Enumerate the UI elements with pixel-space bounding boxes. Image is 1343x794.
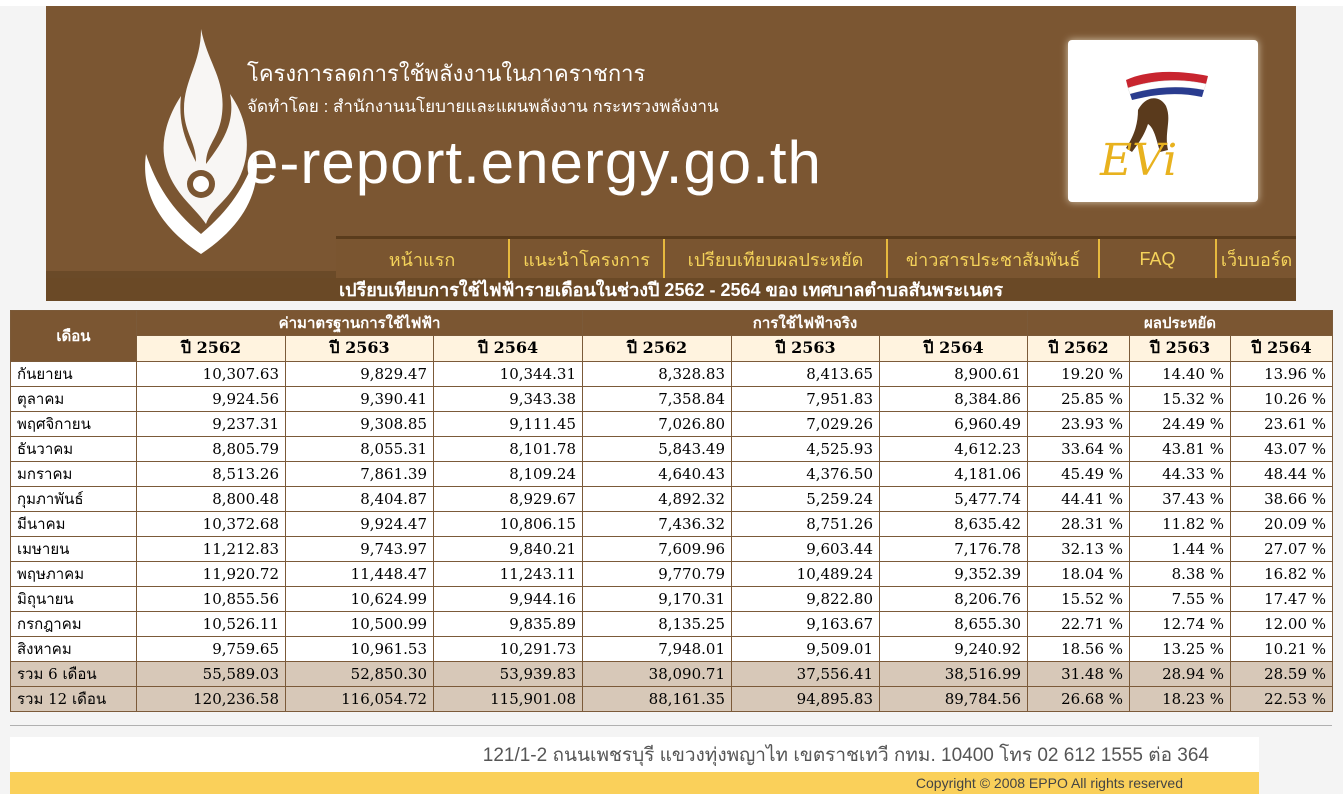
month-header: เดือน: [11, 311, 137, 362]
site-domain: e-report.energy.go.th: [245, 129, 822, 196]
year-header: ปี 2564: [880, 336, 1028, 362]
month-cell: มกราคม: [11, 462, 137, 487]
actual-value-cell: 7,609.96: [583, 537, 732, 562]
month-cell: เมษายน: [11, 537, 137, 562]
actual-value-cell: 9,509.01: [732, 637, 880, 662]
standard-value-cell: 7,861.39: [286, 462, 434, 487]
savings-percent-cell: 23.61 %: [1231, 412, 1333, 437]
actual-value-cell: 8,206.76: [880, 587, 1028, 612]
year-header: ปี 2562: [1028, 336, 1130, 362]
month-cell: พฤศจิกายน: [11, 412, 137, 437]
standard-value-cell: 8,101.78: [434, 437, 583, 462]
standard-value-cell: 11,243.11: [434, 562, 583, 587]
table-row: [11, 487, 1333, 512]
actual-value-cell: 4,892.32: [583, 487, 732, 512]
footer-divider: [10, 725, 1332, 726]
standard-value-cell: 8,109.24: [434, 462, 583, 487]
savings-percent-cell: 31.48 %: [1028, 662, 1130, 687]
year-header: ปี 2562: [137, 336, 286, 362]
standard-value-cell: 116,054.72: [286, 687, 434, 712]
actual-value-cell: 7,358.84: [583, 387, 732, 412]
table-row: [11, 387, 1333, 412]
standard-value-cell: 10,526.11: [137, 612, 286, 637]
actual-value-cell: 38,090.71: [583, 662, 732, 687]
standard-value-cell: 9,840.21: [434, 537, 583, 562]
standard-value-cell: 120,236.58: [137, 687, 286, 712]
savings-percent-cell: 15.52 %: [1028, 587, 1130, 612]
savings-percent-cell: 28.94 %: [1130, 662, 1231, 687]
standard-value-cell: 9,237.31: [137, 412, 286, 437]
standard-value-cell: 55,589.03: [137, 662, 286, 687]
savings-percent-cell: 22.53 %: [1231, 687, 1333, 712]
month-cell: ตุลาคม: [11, 387, 137, 412]
project-title: โครงการลดการใช้พลังงานในภาคราชการ: [247, 61, 646, 86]
standard-value-cell: 8,800.48: [137, 487, 286, 512]
table-row: [11, 612, 1333, 637]
standard-value-cell: 11,920.72: [137, 562, 286, 587]
actual-value-cell: 8,328.83: [583, 362, 732, 387]
month-cell: รวม 12 เดือน: [11, 687, 137, 712]
actual-value-cell: 10,489.24: [732, 562, 880, 587]
standard-value-cell: 9,944.16: [434, 587, 583, 612]
savings-percent-cell: 7.55 %: [1130, 587, 1231, 612]
actual-value-cell: 9,170.31: [583, 587, 732, 612]
savings-percent-cell: 44.33 %: [1130, 462, 1231, 487]
actual-value-cell: 38,516.99: [880, 662, 1028, 687]
month-cell: กรกฎาคม: [11, 612, 137, 637]
table-row: [11, 587, 1333, 612]
actual-value-cell: 7,951.83: [732, 387, 880, 412]
footer-address: 121/1-2 ถนนเพชรบุรี แขวงทุ่งพญาไท เขตราชเทวี กทม. 10400 โทร 02 612 1555 ต่อ 364: [10, 737, 1259, 772]
standard-value-cell: 10,500.99: [286, 612, 434, 637]
horse-logo-icon: [1068, 40, 1258, 202]
standard-value-cell: 9,343.38: [434, 387, 583, 412]
actual-value-cell: 9,603.44: [732, 537, 880, 562]
year-header: ปี 2562: [583, 336, 732, 362]
nav-news[interactable]: ข่าวสารประชาสัมพันธ์: [886, 239, 1098, 279]
savings-percent-cell: 18.56 %: [1028, 637, 1130, 662]
table-row: [11, 637, 1333, 662]
savings-percent-cell: 22.71 %: [1028, 612, 1130, 637]
standard-value-cell: 8,055.31: [286, 437, 434, 462]
actual-value-cell: 89,784.56: [880, 687, 1028, 712]
savings-percent-cell: 25.85 %: [1028, 387, 1130, 412]
footer-copyright: Copyright © 2008 EPPO All rights reserved: [10, 772, 1259, 794]
actual-value-cell: 8,413.65: [732, 362, 880, 387]
savings-percent-cell: 33.64 %: [1028, 437, 1130, 462]
month-cell: มีนาคม: [11, 512, 137, 537]
actual-value-cell: 9,240.92: [880, 637, 1028, 662]
standard-value-cell: 52,850.30: [286, 662, 434, 687]
standard-value-cell: 10,372.68: [137, 512, 286, 537]
actual-value-cell: 8,751.26: [732, 512, 880, 537]
nav-faq[interactable]: FAQ: [1098, 239, 1215, 279]
standard-value-cell: 8,805.79: [137, 437, 286, 462]
savings-percent-cell: 13.96 %: [1231, 362, 1333, 387]
standard-value-cell: 10,344.31: [434, 362, 583, 387]
savings-percent-cell: 43.81 %: [1130, 437, 1231, 462]
savings-percent-cell: 28.59 %: [1231, 662, 1333, 687]
savings-percent-cell: 11.82 %: [1130, 512, 1231, 537]
standard-value-cell: 8,513.26: [137, 462, 286, 487]
standard-value-cell: 9,390.41: [286, 387, 434, 412]
standard-value-cell: 9,308.85: [286, 412, 434, 437]
actual-value-cell: 4,181.06: [880, 462, 1028, 487]
evi-logo: [1068, 40, 1258, 202]
savings-percent-cell: 27.07 %: [1231, 537, 1333, 562]
actual-value-cell: 4,376.50: [732, 462, 880, 487]
actual-value-cell: 4,612.23: [880, 437, 1028, 462]
project-byline: จัดทำโดย : สำนักงานนโยบายและแผนพลังงาน กระทรวงพลังงาน: [247, 97, 719, 116]
logo-text: EVi: [1100, 135, 1178, 186]
actual-value-cell: 5,259.24: [732, 487, 880, 512]
standard-value-cell: 10,624.99: [286, 587, 434, 612]
savings-percent-cell: 24.49 %: [1130, 412, 1231, 437]
year-header: ปี 2564: [1231, 336, 1333, 362]
nav-home[interactable]: หน้าแรก: [388, 249, 456, 270]
actual-value-cell: 8,384.86: [880, 387, 1028, 412]
savings-percent-cell: 16.82 %: [1231, 562, 1333, 587]
standard-value-cell: 10,961.53: [286, 637, 434, 662]
table-row: [11, 562, 1333, 587]
standard-value-cell: 9,924.47: [286, 512, 434, 537]
actual-value-cell: 37,556.41: [732, 662, 880, 687]
electricity-comparison-table: [10, 310, 1333, 712]
savings-percent-cell: 18.23 %: [1130, 687, 1231, 712]
standard-value-cell: 9,111.45: [434, 412, 583, 437]
table-row: [11, 537, 1333, 562]
savings-percent-cell: 43.07 %: [1231, 437, 1333, 462]
savings-percent-cell: 14.40 %: [1130, 362, 1231, 387]
nav-compare-savings[interactable]: เปรียบเทียบผลประหยัด: [663, 239, 886, 279]
standard-value-cell: 11,448.47: [286, 562, 434, 587]
year-header: ปี 2564: [434, 336, 583, 362]
savings-percent-cell: 10.21 %: [1231, 637, 1333, 662]
savings-percent-cell: 32.13 %: [1028, 537, 1130, 562]
month-cell: กันยายน: [11, 362, 137, 387]
month-cell: มิถุนายน: [11, 587, 137, 612]
actual-value-cell: 9,352.39: [880, 562, 1028, 587]
actual-value-cell: 9,163.67: [732, 612, 880, 637]
savings-percent-cell: 38.66 %: [1231, 487, 1333, 512]
savings-percent-cell: 45.49 %: [1028, 462, 1130, 487]
savings-percent-cell: 15.32 %: [1130, 387, 1231, 412]
savings-percent-cell: 12.00 %: [1231, 612, 1333, 637]
actual-value-cell: 8,135.25: [583, 612, 732, 637]
group-header-row: [11, 311, 1333, 336]
nav-about-project[interactable]: แนะนำโครงการ: [508, 239, 663, 279]
actual-value-cell: 4,525.93: [732, 437, 880, 462]
actual-value-cell: 7,029.26: [732, 412, 880, 437]
savings-percent-cell: 1.44 %: [1130, 537, 1231, 562]
group-header-actual: การใช้ไฟฟ้าจริง: [583, 311, 1028, 336]
month-cell: สิงหาคม: [11, 637, 137, 662]
standard-value-cell: 115,901.08: [434, 687, 583, 712]
standard-value-cell: 8,404.87: [286, 487, 434, 512]
group-header-standard: ค่ามาตรฐานการใช้ไฟฟ้า: [137, 311, 583, 336]
savings-percent-cell: 48.44 %: [1231, 462, 1333, 487]
standard-value-cell: 53,939.83: [434, 662, 583, 687]
savings-percent-cell: 13.25 %: [1130, 637, 1231, 662]
savings-percent-cell: 20.09 %: [1231, 512, 1333, 537]
standard-value-cell: 9,743.97: [286, 537, 434, 562]
actual-value-cell: 7,948.01: [583, 637, 732, 662]
savings-percent-cell: 18.04 %: [1028, 562, 1130, 587]
savings-percent-cell: 10.26 %: [1231, 387, 1333, 412]
savings-percent-cell: 19.20 %: [1028, 362, 1130, 387]
standard-value-cell: 9,924.56: [137, 387, 286, 412]
standard-value-cell: 10,806.15: [434, 512, 583, 537]
year-header-row: [11, 336, 1333, 362]
year-header: ปี 2563: [732, 336, 880, 362]
actual-value-cell: 5,843.49: [583, 437, 732, 462]
nav-webboard[interactable]: เว็บบอร์ด: [1215, 239, 1296, 279]
standard-value-cell: 8,929.67: [434, 487, 583, 512]
month-cell: กุมภาพันธ์: [11, 487, 137, 512]
actual-value-cell: 88,161.35: [583, 687, 732, 712]
actual-value-cell: 7,436.32: [583, 512, 732, 537]
main-nav: [336, 236, 1296, 279]
table-row: [11, 437, 1333, 462]
standard-value-cell: 11,212.83: [137, 537, 286, 562]
standard-value-cell: 9,829.47: [286, 362, 434, 387]
month-cell: รวม 6 เดือน: [11, 662, 137, 687]
table-row: [11, 512, 1333, 537]
month-cell: พฤษภาคม: [11, 562, 137, 587]
savings-percent-cell: 17.47 %: [1231, 587, 1333, 612]
group-header-savings: ผลประหยัด: [1028, 311, 1333, 336]
standard-value-cell: 9,759.65: [137, 637, 286, 662]
actual-value-cell: 7,026.80: [583, 412, 732, 437]
actual-value-cell: 9,770.79: [583, 562, 732, 587]
standard-value-cell: 10,855.56: [137, 587, 286, 612]
standard-value-cell: 10,291.73: [434, 637, 583, 662]
actual-value-cell: 7,176.78: [880, 537, 1028, 562]
savings-percent-cell: 28.31 %: [1028, 512, 1130, 537]
savings-percent-cell: 26.68 %: [1028, 687, 1130, 712]
actual-value-cell: 6,960.49: [880, 412, 1028, 437]
savings-percent-cell: 23.93 %: [1028, 412, 1130, 437]
savings-percent-cell: 37.43 %: [1130, 487, 1231, 512]
total-row: [11, 662, 1333, 687]
site-header: [46, 6, 1296, 301]
actual-value-cell: 8,655.30: [880, 612, 1028, 637]
total-row: [11, 687, 1333, 712]
month-cell: ธันวาคม: [11, 437, 137, 462]
savings-percent-cell: 8.38 %: [1130, 562, 1231, 587]
actual-value-cell: 94,895.83: [732, 687, 880, 712]
table-row: [11, 412, 1333, 437]
actual-value-cell: 8,900.61: [880, 362, 1028, 387]
year-header: ปี 2563: [1130, 336, 1231, 362]
table-body: [11, 362, 1333, 712]
table-row: [11, 462, 1333, 487]
actual-value-cell: 9,822.80: [732, 587, 880, 612]
actual-value-cell: 8,635.42: [880, 512, 1028, 537]
savings-percent-cell: 12.74 %: [1130, 612, 1231, 637]
page-heading: เปรียบเทียบการใช้ไฟฟ้ารายเดือนในช่วงปี 2562 - 2564 ของ เทศบาลตำบลสันพระเนตร: [46, 278, 1296, 301]
standard-value-cell: 10,307.63: [137, 362, 286, 387]
actual-value-cell: 5,477.74: [880, 487, 1028, 512]
standard-value-cell: 9,835.89: [434, 612, 583, 637]
actual-value-cell: 4,640.43: [583, 462, 732, 487]
year-header: ปี 2563: [286, 336, 434, 362]
savings-percent-cell: 44.41 %: [1028, 487, 1130, 512]
table-row: [11, 362, 1333, 387]
